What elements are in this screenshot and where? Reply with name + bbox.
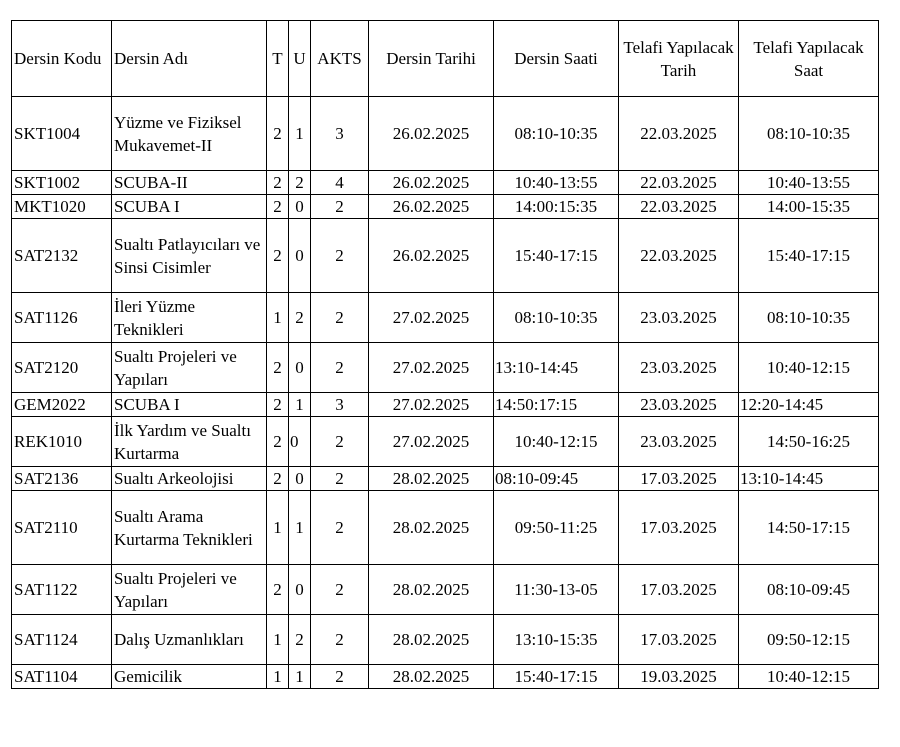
akts-credits: 3: [311, 393, 369, 417]
course-time: 14:00:15:35: [494, 195, 619, 219]
akts-credits: 3: [311, 97, 369, 171]
makeup-time: 09:50-12:15: [739, 615, 879, 665]
practice-hours: 0: [289, 467, 311, 491]
course-date: 26.02.2025: [369, 195, 494, 219]
makeup-date: 23.03.2025: [619, 417, 739, 467]
practice-hours: 1: [289, 491, 311, 565]
table-row: [12, 665, 879, 689]
course-name: İlk Yardım ve Sualtı Kurtarma: [112, 417, 267, 467]
header-akts: AKTS: [311, 21, 369, 97]
course-time: 13:10-14:45: [494, 343, 619, 393]
theory-hours: 2: [267, 417, 289, 467]
makeup-time: 08:10-10:35: [739, 293, 879, 343]
course-code: SAT1124: [12, 615, 112, 665]
course-time: 10:40-12:15: [494, 417, 619, 467]
akts-credits: 2: [311, 219, 369, 293]
practice-hours: 0: [289, 565, 311, 615]
table-row: [12, 219, 879, 293]
makeup-date: 22.03.2025: [619, 171, 739, 195]
table-row: [12, 467, 879, 491]
course-code: MKT1020: [12, 195, 112, 219]
table-row: [12, 615, 879, 665]
akts-credits: 2: [311, 293, 369, 343]
practice-hours: 1: [289, 393, 311, 417]
akts-credits: 2: [311, 467, 369, 491]
theory-hours: 1: [267, 491, 289, 565]
makeup-date: 22.03.2025: [619, 219, 739, 293]
course-date: 26.02.2025: [369, 219, 494, 293]
practice-hours: 0: [289, 343, 311, 393]
course-name: İleri Yüzme Teknikleri: [112, 293, 267, 343]
header-date: Dersin Tarihi: [369, 21, 494, 97]
course-name: Yüzme ve Fiziksel Mukavemet-II: [112, 97, 267, 171]
makeup-time: 10:40-12:15: [739, 343, 879, 393]
makeup-time: 13:10-14:45: [739, 467, 879, 491]
makeup-time: 15:40-17:15: [739, 219, 879, 293]
course-code: SAT2132: [12, 219, 112, 293]
theory-hours: 2: [267, 219, 289, 293]
course-time: 11:30-13-05: [494, 565, 619, 615]
course-time: 08:10-09:45: [494, 467, 619, 491]
table-row: [12, 417, 879, 467]
makeup-date: 17.03.2025: [619, 491, 739, 565]
course-time: 08:10-10:35: [494, 97, 619, 171]
practice-hours: 1: [289, 97, 311, 171]
makeup-date: 17.03.2025: [619, 467, 739, 491]
theory-hours: 2: [267, 343, 289, 393]
course-code: SKT1002: [12, 171, 112, 195]
course-time: 08:10-10:35: [494, 293, 619, 343]
course-date: 27.02.2025: [369, 293, 494, 343]
akts-credits: 2: [311, 665, 369, 689]
table-row: [12, 491, 879, 565]
course-date: 28.02.2025: [369, 665, 494, 689]
makeup-time: 08:10-09:45: [739, 565, 879, 615]
makeup-date: 23.03.2025: [619, 393, 739, 417]
course-date: 28.02.2025: [369, 615, 494, 665]
practice-hours: 0: [289, 417, 311, 467]
course-time: 10:40-13:55: [494, 171, 619, 195]
makeup-time: 10:40-13:55: [739, 171, 879, 195]
course-name: Sualtı Patlayıcıları ve Sinsi Cisimler: [112, 219, 267, 293]
course-name: SCUBA I: [112, 195, 267, 219]
course-date: 27.02.2025: [369, 393, 494, 417]
table-row: [12, 195, 879, 219]
course-code: SAT1126: [12, 293, 112, 343]
course-date: 28.02.2025: [369, 491, 494, 565]
akts-credits: 4: [311, 171, 369, 195]
course-date: 28.02.2025: [369, 467, 494, 491]
course-code: REK1010: [12, 417, 112, 467]
header-makeup-time: Telafi Yapılacak Saat: [739, 21, 879, 97]
course-time: 15:40-17:15: [494, 665, 619, 689]
course-name: SCUBA-II: [112, 171, 267, 195]
course-date: 27.02.2025: [369, 343, 494, 393]
course-time: 14:50:17:15: [494, 393, 619, 417]
course-name: Dalış Uzmanlıkları: [112, 615, 267, 665]
header-t: T: [267, 21, 289, 97]
makeup-date: 17.03.2025: [619, 565, 739, 615]
table-row: [12, 97, 879, 171]
table-row: [12, 171, 879, 195]
makeup-date: 17.03.2025: [619, 615, 739, 665]
header-u: U: [289, 21, 311, 97]
table-row: [12, 393, 879, 417]
table-row: [12, 343, 879, 393]
makeup-time: 14:00-15:35: [739, 195, 879, 219]
header-code: Dersin Kodu: [12, 21, 112, 97]
makeup-date: 22.03.2025: [619, 97, 739, 171]
course-date: 26.02.2025: [369, 171, 494, 195]
practice-hours: 2: [289, 293, 311, 343]
theory-hours: 2: [267, 97, 289, 171]
course-code: GEM2022: [12, 393, 112, 417]
course-code: SAT2110: [12, 491, 112, 565]
theory-hours: 2: [267, 195, 289, 219]
course-name: Gemicilik: [112, 665, 267, 689]
header-name: Dersin Adı: [112, 21, 267, 97]
makeup-time: 14:50-16:25: [739, 417, 879, 467]
akts-credits: 2: [311, 565, 369, 615]
course-date: 26.02.2025: [369, 97, 494, 171]
theory-hours: 2: [267, 171, 289, 195]
makeup-date: 19.03.2025: [619, 665, 739, 689]
makeup-date: 23.03.2025: [619, 293, 739, 343]
practice-hours: 2: [289, 615, 311, 665]
course-code: SAT2120: [12, 343, 112, 393]
course-code: SAT1122: [12, 565, 112, 615]
course-name: Sualtı Arama Kurtarma Teknikleri: [112, 491, 267, 565]
theory-hours: 1: [267, 615, 289, 665]
makeup-date: 22.03.2025: [619, 195, 739, 219]
akts-credits: 2: [311, 615, 369, 665]
table-row: [12, 293, 879, 343]
course-date: 28.02.2025: [369, 565, 494, 615]
header-makeup-date: Telafi Yapılacak Tarih: [619, 21, 739, 97]
akts-credits: 2: [311, 491, 369, 565]
makeup-time: 08:10-10:35: [739, 97, 879, 171]
course-name: Sualtı Projeleri ve Yapıları: [112, 343, 267, 393]
makeup-time: 10:40-12:15: [739, 665, 879, 689]
course-time: 09:50-11:25: [494, 491, 619, 565]
course-code: SAT2136: [12, 467, 112, 491]
akts-credits: 2: [311, 343, 369, 393]
practice-hours: 0: [289, 219, 311, 293]
header-time: Dersin Saati: [494, 21, 619, 97]
akts-credits: 2: [311, 417, 369, 467]
practice-hours: 2: [289, 171, 311, 195]
course-code: SAT1104: [12, 665, 112, 689]
makeup-time: 14:50-17:15: [739, 491, 879, 565]
course-time: 15:40-17:15: [494, 219, 619, 293]
practice-hours: 0: [289, 195, 311, 219]
theory-hours: 2: [267, 393, 289, 417]
course-time: 13:10-15:35: [494, 615, 619, 665]
makeup-schedule-table: [11, 20, 879, 689]
theory-hours: 2: [267, 467, 289, 491]
practice-hours: 1: [289, 665, 311, 689]
table-row: [12, 565, 879, 615]
makeup-date: 23.03.2025: [619, 343, 739, 393]
course-name: SCUBA I: [112, 393, 267, 417]
makeup-time: 12:20-14:45: [739, 393, 879, 417]
course-name: Sualtı Arkeolojisi: [112, 467, 267, 491]
course-name: Sualtı Projeleri ve Yapıları: [112, 565, 267, 615]
akts-credits: 2: [311, 195, 369, 219]
theory-hours: 1: [267, 293, 289, 343]
theory-hours: 2: [267, 565, 289, 615]
course-code: SKT1004: [12, 97, 112, 171]
course-date: 27.02.2025: [369, 417, 494, 467]
theory-hours: 1: [267, 665, 289, 689]
header-row: [12, 21, 879, 97]
